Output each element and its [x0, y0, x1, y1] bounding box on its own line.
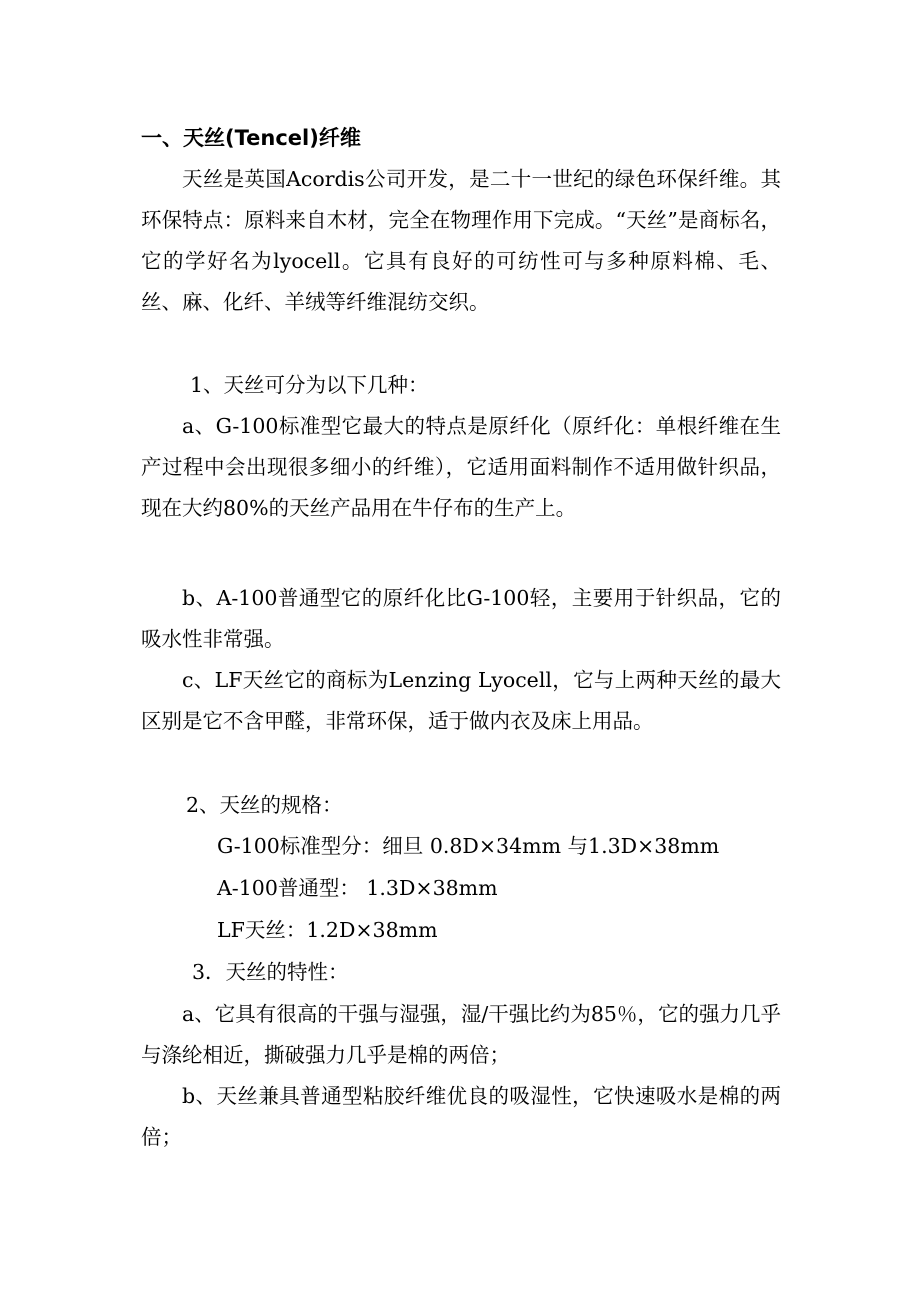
properties-title: 3．天丝的特性：	[192, 960, 349, 984]
property-b-paragraph: b、天丝兼具普通型粘胶纤维优良的吸湿性，它快速吸水是棉的两倍；	[141, 1084, 781, 1149]
spec-lf: LF天丝：1.2D×38mm	[217, 918, 438, 942]
type-b-paragraph: b、A-100普通型它的原纤化比G-100轻，主要用于针织品，它的吸水性非常强。	[141, 586, 781, 651]
spec-a100: A-100普通型： 1.3D×38mm	[217, 876, 498, 900]
intro-paragraph: 天丝是英国Acordis公司开发，是二十一世纪的绿色环保纤维。其环保特点：原料来自木材，完全在物理作用下完成。“天丝”是商标名，它的学好名为lyocell。它具有良好的可纺性可与多种原料棉、毛、丝、麻、化纤、羊绒等纤维混纺交织。	[141, 167, 781, 314]
type-c-paragraph: c、LF天丝它的商标为Lenzing Lyocell，它与上两种天丝的最大区别是它不含甲醛，非常环保，适于做内衣及床上用品。	[141, 668, 781, 733]
types-title: 1、天丝可分为以下几种：	[190, 373, 429, 397]
type-a-paragraph: a、G-100标准型它最大的特点是原纤化（原纤化：单根纤维在生产过程中会出现很多细小的纤维），它适用面料制作不适用做针织品，现在大约80%的天丝产品用在牛仔布的生产上。	[141, 414, 781, 520]
spec-g100: G-100标准型分：细旦 0.8D×34mm 与1.3D×38mm	[217, 834, 720, 858]
section-heading: 一、天丝(Tencel)纤维	[141, 126, 361, 150]
property-a-paragraph: a、它具有很高的干强与湿强，湿/干强比约为85％，它的强力几乎与涤纶相近，撕破强力几乎是棉的两倍；	[141, 1002, 781, 1067]
specs-title: 2、天丝的规格：	[186, 793, 343, 817]
